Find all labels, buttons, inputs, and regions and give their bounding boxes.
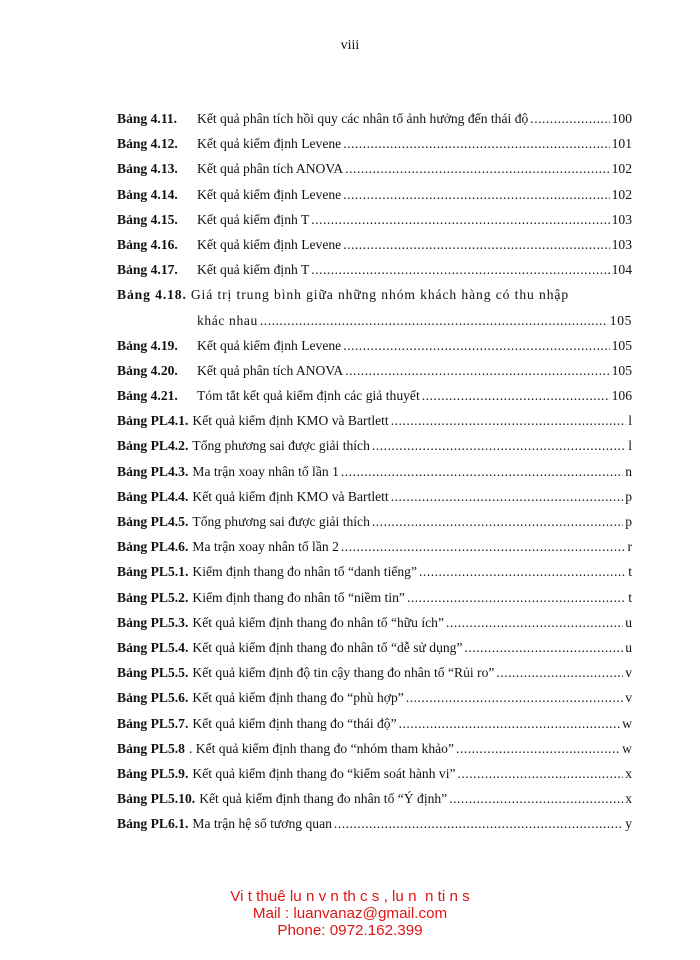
toc-entry-page: 103 [611,211,632,227]
dot-leader [391,413,627,429]
toc-entry-label: Bảng PL5.1. [117,564,189,580]
dot-leader [465,640,624,656]
toc-entry-label: Bảng PL6.1. [117,816,189,832]
dot-leader [372,438,626,454]
toc-entry[interactable] [117,287,632,312]
toc-entry[interactable] [117,438,632,463]
toc-entry-page: l [628,413,632,429]
toc-entry-title: Kết quả phân tích hồi quy các nhân tố ảnh hưởng đến thái độ [197,111,529,126]
toc-entry-label: Bảng PL4.2. [117,438,189,454]
toc-entry-page: 105 [609,312,632,328]
toc-entry[interactable] [117,640,632,665]
toc-entry[interactable] [117,212,632,237]
toc-entry-title: Kết quả phân tích ANOVA [197,161,344,177]
toc-entry-label: Bảng 4.13. [117,161,178,177]
toc-entry-label: Bảng PL4.5. [117,514,189,529]
toc-entry[interactable] [117,791,632,816]
toc-entry-page: 101 [611,136,632,152]
toc-entry[interactable] [117,363,632,388]
toc-entry-title-cont: khác nhau [197,312,258,328]
dot-leader [341,539,626,555]
toc-entry-title: Kết quả kiểm định Levene [197,236,342,252]
toc-entry[interactable] [117,564,632,589]
toc-entry-continuation[interactable] [117,313,632,338]
toc-entry-page: v [625,690,632,706]
toc-entry-title: Kết quả kiểm định Levene [197,186,342,202]
footer-email: Mail : luanvanaz@gmail.com [252,905,448,922]
footer-watermark [0,888,700,939]
toc-entry-title: Kết quả kiểm định thang đo nhân tố “Ý định” [199,791,448,807]
dot-leader [345,161,609,177]
dot-leader [391,489,623,505]
footer-phone: Phone: 0972.162.399 [277,922,423,939]
toc-entry-title: Kết quả kiểm định KMO và Bartlett [192,413,389,429]
toc-entry-label: Bảng 4.18. [117,287,187,303]
toc-entry-title: Ma trận xoay nhân tố lần 2 [192,539,339,555]
toc-entry-title: . Kết quả kiểm định thang đo “nhóm tham khảo” [188,740,455,756]
toc-entry-label: Bảng PL5.10. [117,791,196,807]
toc-entry-label: Bảng 4.21. [117,388,178,404]
dot-leader [311,212,609,228]
toc-entry-page: 105 [611,362,632,378]
toc-entry-page: y [625,816,632,832]
toc-entry-page: 104 [611,262,632,278]
toc-entry-title: Ma trận hệ số tương quan [192,816,332,832]
toc-entry[interactable] [117,136,632,161]
toc-entry-title: Kết quả kiểm định độ tin cậy thang đo nhân tố “Rủi ro” [192,665,495,681]
footer-line-1: Vi t thuê lu n v n th c s , lu n n ti n s [230,888,470,905]
dot-leader [343,187,609,203]
toc-entry-label: Bảng PL5.7. [117,715,189,731]
dot-leader [456,741,620,757]
toc-entry[interactable] [117,665,632,690]
toc-entry-label: Bảng PL4.6. [117,539,189,555]
dot-leader [407,590,626,606]
toc-entry-label: Bảng PL5.4. [117,639,189,655]
toc-entry-label: Bảng 4.16. [117,236,178,252]
toc-entry-title: Kết quả kiểm định T [197,262,310,278]
toc-entry-title: Kiểm định thang đo nhân tố “danh tiếng” [192,564,418,580]
dot-leader [334,816,623,832]
toc-entry-page: t [628,589,632,605]
toc-entry-label: Bảng 4.12. [117,136,178,152]
toc-entry-title: Kết quả kiểm định Levene [197,136,342,152]
toc-entry[interactable] [117,338,632,363]
toc-entry[interactable] [117,590,632,615]
toc-entry-page: 103 [611,236,632,252]
toc-entry-title: Kết quả kiểm định thang đo nhân tố “dễ sử dụng” [192,639,463,655]
toc-entry[interactable] [117,464,632,489]
dot-leader [372,514,623,530]
toc-entry[interactable] [117,262,632,287]
toc-entry-title: Kết quả phân tích ANOVA [197,362,344,378]
toc-entry-page: p [625,488,632,504]
toc-entry-label: Bảng PL4.1. [117,413,189,429]
toc-entry-label: Bảng PL5.9. [117,765,189,781]
toc-entry-title: Kết quả kiểm định thang đo nhân tố “hữu ích” [192,614,445,630]
toc-entry-page: n [625,463,632,479]
dot-leader [449,791,623,807]
page-number: viii [340,38,360,53]
toc-entry-page: p [625,514,632,529]
toc-entry[interactable] [117,388,632,413]
toc-entry-page: x [625,791,632,807]
toc-entry[interactable] [117,741,632,766]
toc-entry[interactable] [117,489,632,514]
dot-leader [446,615,623,631]
toc-entry[interactable] [117,161,632,186]
toc-entry[interactable] [117,716,632,741]
toc-entry-label: Bảng PL4.3. [117,463,189,479]
toc-entry-title: Kết quả kiểm định Levene [197,337,342,353]
toc-entry-title: Kết quả kiểm định thang đo “phù hợp” [192,690,404,706]
toc-entry-label: Bảng 4.19. [117,337,178,353]
toc-entry-title: Kết quả kiểm định KMO và Bartlett [192,488,389,504]
toc-entry-page: 100 [611,111,632,126]
toc-entry[interactable] [117,514,632,539]
dot-leader [311,262,609,278]
toc-entry-title: Ma trận xoay nhân tố lần 1 [192,463,339,479]
toc-entry[interactable] [117,539,632,564]
toc-entry-title: Kết quả kiểm định T [197,211,310,227]
dot-leader [406,690,623,706]
dot-leader [345,363,609,379]
toc-entry[interactable] [117,111,632,136]
toc-entry-label: Bảng 4.15. [117,211,178,227]
toc-entry[interactable] [117,615,632,640]
toc-entry[interactable] [117,816,632,841]
toc-entry-title: Tóm tắt kết quả kiểm định các giả thuyết [197,388,420,404]
toc-entry-label: Bảng PL5.5. [117,665,189,681]
toc-entry-label: Bảng 4.17. [117,262,178,278]
toc-entry[interactable] [117,187,632,212]
toc-entry-label: Bảng PL5.6. [117,690,189,706]
toc-entry-label: Bảng 4.14. [117,186,178,202]
toc-entry-title: Tổng phương sai được giải thích [192,438,370,454]
toc-entry-label: Bảng PL5.3. [117,614,189,630]
toc-entry-page: 106 [611,388,632,404]
toc-entry-label: Bảng PL4.4. [117,488,189,504]
toc-entry-page: 102 [611,186,632,202]
toc-entry[interactable] [117,766,632,791]
toc-entry-title: Kết quả kiểm định thang đo “thái độ” [192,715,397,731]
toc-entry-page: w [622,715,632,731]
toc-entry-page: l [628,438,632,454]
toc-entry-label: Bảng PL5.8 [117,740,185,756]
dot-leader [419,564,626,580]
dot-leader [260,313,608,329]
toc-entry-title: Tổng phương sai được giải thích [192,514,370,529]
dot-leader [343,136,609,152]
toc-entry-page: t [628,564,632,580]
toc-entry-page: r [627,539,632,555]
toc-entry-title: Kiểm định thang đo nhân tố “niềm tin” [192,589,405,605]
toc-entry-page: w [622,740,632,756]
toc-entry-label: Bảng PL5.2. [117,589,189,605]
toc-entry-label: Bảng 4.20. [117,362,178,378]
toc-entry-page: 105 [611,337,632,353]
dot-leader [343,237,609,253]
toc-entry[interactable] [117,690,632,715]
toc-entry-page: v [625,665,632,681]
dot-leader [343,338,609,354]
toc-entry[interactable] [117,413,632,438]
toc-entry-page: u [625,639,632,655]
table-of-contents [117,111,632,841]
dot-leader [458,766,624,782]
toc-entry-title: Kết quả kiểm định thang đo “kiểm soát hành vi” [192,765,456,781]
toc-entry-page: 102 [611,161,632,177]
toc-entry-title: Giá trị trung bình giữa những nhóm khách hàng có thu nhập [190,287,570,303]
dot-leader [422,388,610,404]
dot-leader [341,464,623,480]
dot-leader [496,665,623,681]
dot-leader [399,716,621,732]
toc-entry[interactable] [117,237,632,262]
toc-entry-label: Bảng 4.11. [117,111,178,126]
dot-leader [530,111,609,127]
toc-entry-page: x [625,765,632,781]
toc-entry-page: u [625,614,632,630]
